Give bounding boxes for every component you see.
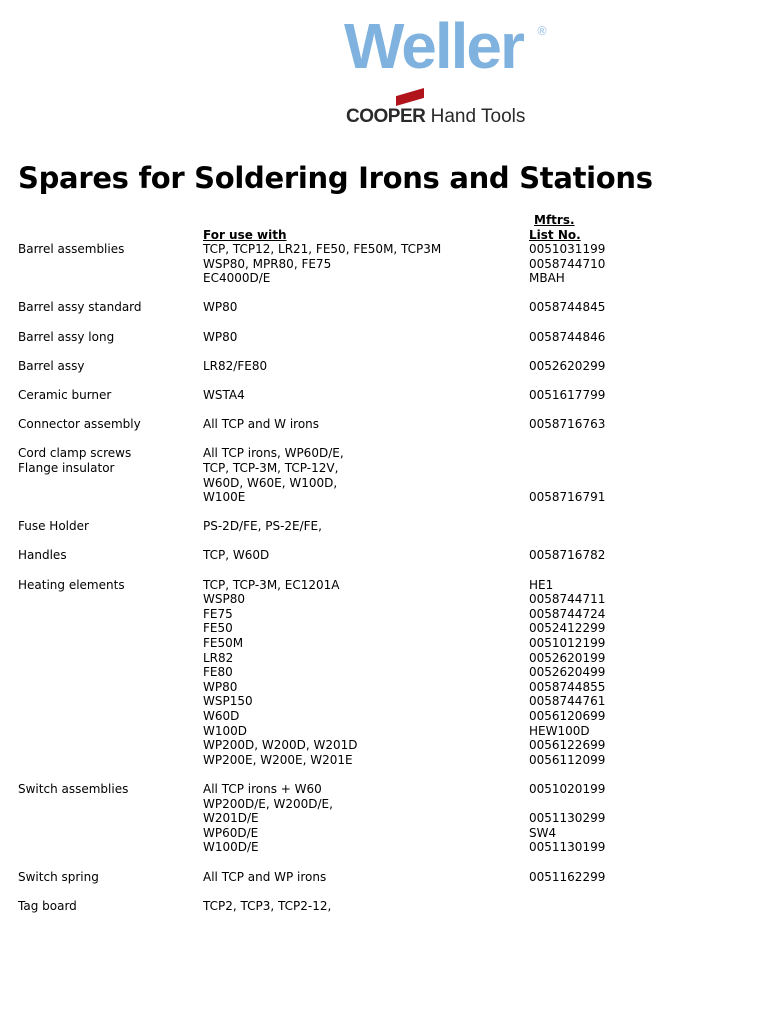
use-with-cell: FE80 [203,665,233,680]
table-row [0,621,768,636]
table-row [0,476,768,491]
table-row [0,840,768,855]
table-row [0,300,768,315]
row-spacer [0,344,768,359]
table-row [0,446,768,461]
list-number-cell: MBAH [529,271,565,286]
weller-cooper-logo [344,10,552,128]
table-row [0,271,768,286]
list-number-cell: 0058744710 [529,256,606,271]
list-number-cell: 0051012199 [529,636,606,651]
row-spacer [0,563,768,578]
use-with-cell: FE50M [203,636,244,651]
table-row [0,665,768,680]
list-number-cell: 0058716782 [529,548,606,563]
use-with-cell: LR82 [203,650,234,665]
part-name-cell: Barrel assy [18,358,85,373]
registered-mark: ® [536,24,548,38]
use-with-cell: TCP, W60D [203,548,270,563]
row-spacer [0,286,768,301]
table-row [0,636,768,651]
use-with-cell: WP80 [203,329,238,344]
row-spacer [0,373,768,388]
part-name-cell: Barrel assy standard [18,300,142,315]
list-number-cell: 0058716763 [529,417,606,432]
use-with-cell: All TCP irons + W60 [203,781,322,796]
use-with-cell: FE75 [203,606,233,621]
use-with-cell: WP80 [203,679,238,694]
use-with-cell: WSP80, MPR80, FE75 [203,256,332,271]
table-row [0,899,768,914]
part-name-cell: Switch spring [18,869,99,884]
list-number-cell: 0056112099 [529,752,606,767]
list-number-cell: 0056120699 [529,709,606,723]
table-row [0,461,768,476]
list-number-cell: 0051020199 [529,781,606,796]
list-number-cell: 0058744724 [529,606,606,621]
use-with-cell: WSP80 [203,592,245,607]
use-with-cell: TCP, TCP-3M, EC1201A [203,577,340,592]
use-with-cell: EC4000D/E [203,271,271,286]
row-spacer [0,855,768,870]
row-spacer [0,884,768,899]
spares-table [0,242,768,913]
table-row [0,592,768,607]
list-number-cell: SW4 [529,825,557,840]
list-number-cell: 0051617799 [529,387,606,402]
part-name-cell: Heating elements [18,577,125,592]
use-with-cell: TCP, TCP12, LR21, FE50, FE50M, TCP3M [203,242,442,256]
list-number-cell: HEW100D [529,723,590,738]
part-name-cell: Cord clamp screws [18,446,132,461]
page-title: Spares for Soldering Irons and Stations [18,161,653,195]
part-name-cell: Connector assembly [18,417,141,432]
weller-wordmark: Weller [344,10,523,82]
list-number-cell: HE1 [529,577,554,592]
list-number-cell: 0056122699 [529,738,606,753]
list-number-cell: 0051130299 [529,811,606,826]
use-with-cell: TCP, TCP-3M, TCP-12V, [203,460,339,475]
cooper-wordmark: COOPER [346,106,426,127]
header-for-use-with: For use with [203,228,287,242]
list-number-cell: 0058744711 [529,592,606,607]
row-spacer [0,315,768,330]
hand-tools-wordmark: Hand Tools [430,106,526,127]
table-row [0,782,768,797]
table-row [0,548,768,563]
part-name-cell: Switch assemblies [18,781,129,796]
use-with-cell: WSP150 [203,694,253,709]
part-name-cell: Flange insulator [18,460,115,475]
part-name-cell: Handles [18,548,67,563]
list-number-cell: 0058744846 [529,329,606,344]
use-with-cell: All TCP and WP irons [203,869,327,884]
use-with-cell: WP200E, W200E, W201E [203,752,353,767]
use-with-cell: W100D [203,723,248,738]
table-row [0,753,768,768]
table-row [0,490,768,505]
table-row [0,417,768,432]
use-with-cell: W100E [203,490,246,505]
table-row [0,330,768,345]
use-with-cell: All TCP and W irons [203,417,320,432]
list-number-cell: 0051130199 [529,840,606,855]
row-spacer [0,505,768,520]
use-with-cell: FE50 [203,621,233,636]
table-row [0,578,768,593]
row-spacer [0,432,768,447]
use-with-cell: WP80 [203,300,238,315]
table-row [0,388,768,403]
table-row [0,242,768,257]
list-number-cell: 0051031199 [529,242,606,256]
use-with-cell: WP60D/E [203,825,259,840]
table-row [0,870,768,885]
table-row [0,359,768,374]
header-mftrs: Mftrs. [534,213,575,227]
list-number-cell: 0058716791 [529,490,606,505]
row-spacer [0,534,768,549]
cooper-red-mark-icon [396,88,424,106]
use-with-cell: W201D/E [203,811,259,826]
part-name-cell: Fuse Holder [18,519,89,534]
use-with-cell: W60D, W60E, W100D, [203,475,338,490]
use-with-cell: TCP2, TCP3, TCP2-12, [203,898,332,913]
use-with-cell: WP200D/E, W200D/E, [203,796,333,811]
use-with-cell: PS-2D/FE, PS-2E/FE, [203,519,322,534]
list-number-cell: 0052412299 [529,621,606,636]
table-row [0,797,768,812]
header-list-no: List No. [529,228,581,242]
use-with-cell: WSTA4 [203,387,245,402]
list-number-cell: 0052620299 [529,358,606,373]
part-name-cell: Tag board [18,898,77,913]
row-spacer [0,767,768,782]
list-number-cell: 0052620499 [529,665,606,680]
table-row [0,519,768,534]
use-with-cell: W100D/E [203,840,259,855]
table-row [0,738,768,753]
table-row [0,680,768,695]
row-spacer [0,403,768,418]
use-with-cell: WP200D, W200D, W201D [203,738,358,753]
use-with-cell: LR82/FE80 [203,358,268,373]
table-row [0,826,768,841]
part-name-cell: Ceramic burner [18,387,112,402]
use-with-cell: W60D [203,709,240,723]
table-row [0,724,768,739]
table-row [0,709,768,724]
table-row [0,651,768,666]
list-number-cell: 0058744761 [529,694,606,709]
part-name-cell: Barrel assy long [18,329,115,344]
table-row [0,607,768,622]
list-number-cell: 0058744855 [529,679,606,694]
table-row [0,811,768,826]
table-row [0,257,768,272]
cooper-hand-tools-wordmark [346,106,525,128]
list-number-cell: 0052620199 [529,650,606,665]
list-number-cell: 0051162299 [529,869,606,884]
use-with-cell: All TCP irons, WP60D/E, [203,446,344,461]
table-row [0,694,768,709]
part-name-cell: Barrel assemblies [18,242,125,256]
list-number-cell: 0058744845 [529,300,606,315]
